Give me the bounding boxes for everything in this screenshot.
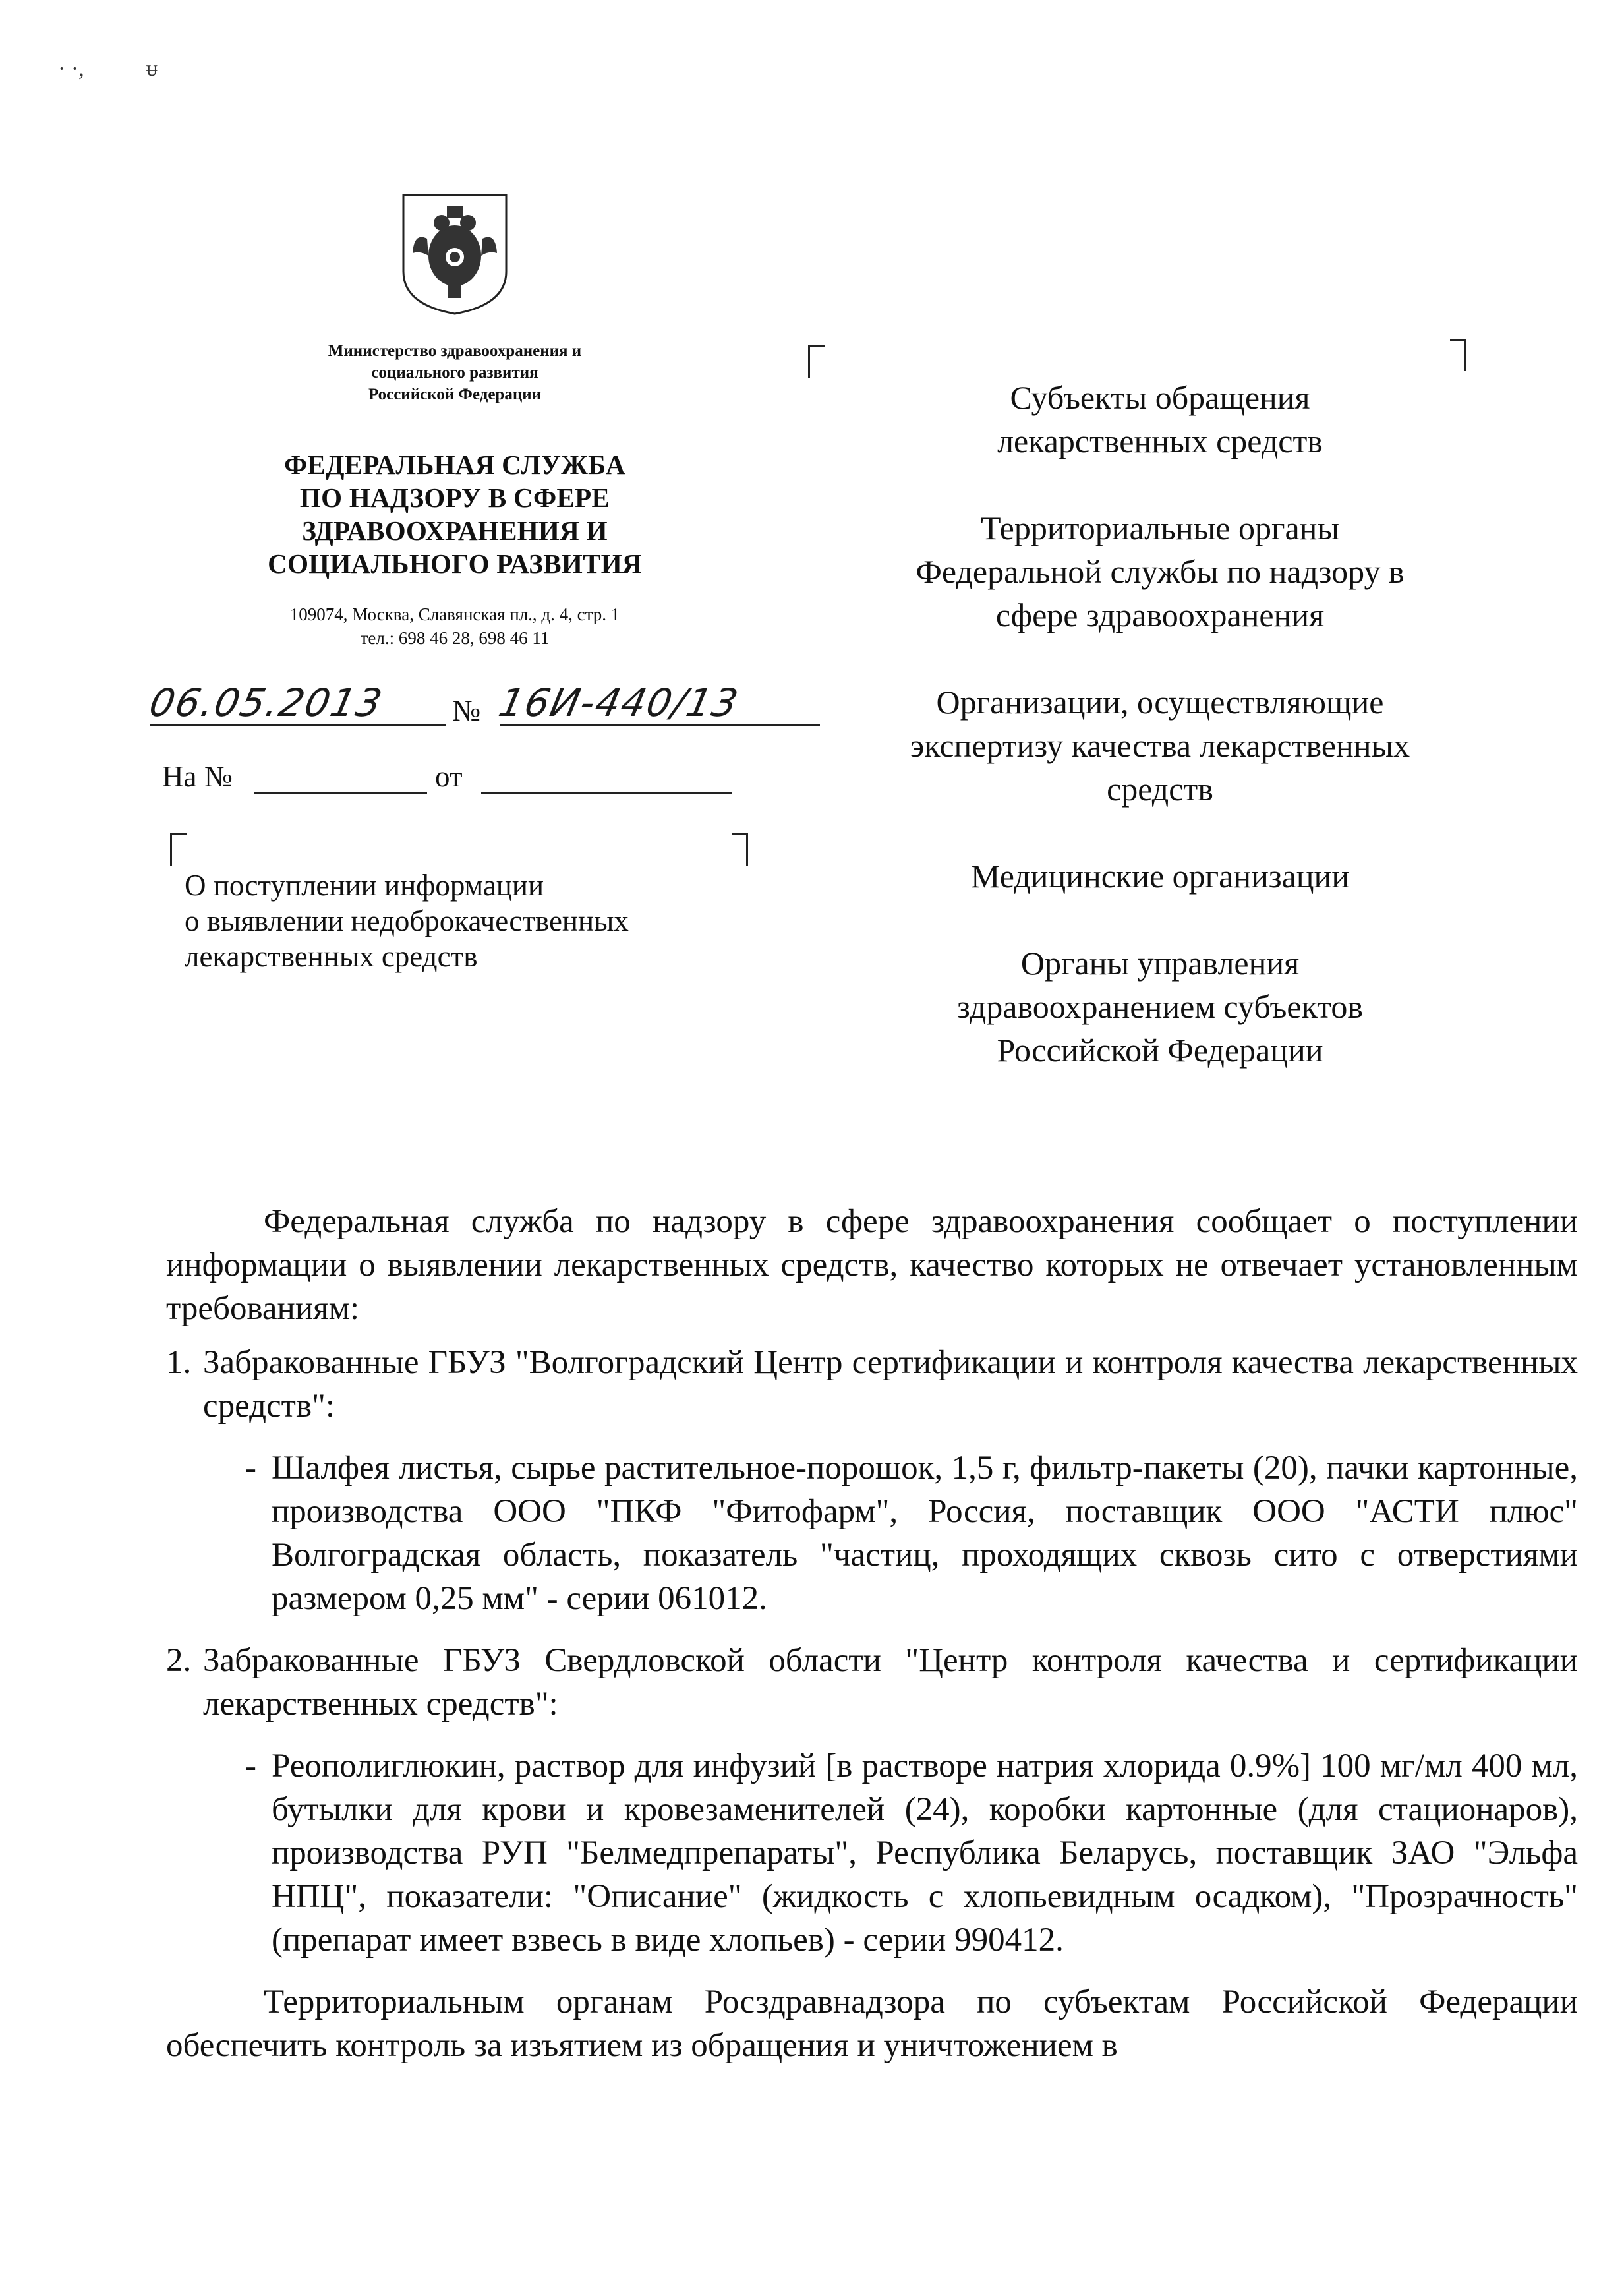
ministry-line: Российской Федерации [368, 386, 542, 403]
list-item [166, 1639, 1578, 1726]
recipient-line: Федеральной службы по надзору в [915, 553, 1405, 590]
recipient-line: средств [1107, 771, 1213, 808]
address-line: тел.: 698 46 28, 698 46 11 [360, 628, 550, 648]
list-subitem [166, 1744, 1578, 1962]
list-item-number: 2. [166, 1642, 192, 1679]
service-line: ПО НАДЗОРУ В СФЕРЕ [299, 483, 610, 513]
recipient-line: экспертизу качества лекарственных [910, 727, 1410, 764]
list-item-number: 1. [166, 1344, 192, 1381]
reference-date-blank [481, 792, 732, 794]
handwritten-date: 06.05.2013 [145, 680, 388, 725]
recipient-block [837, 376, 1483, 463]
subject-line: о выявлении недоброкачественных [185, 904, 629, 937]
recipients-list [837, 376, 1483, 1115]
handwritten-number: 16И-440/13 [494, 680, 743, 725]
recipient-line: Территориальные органы [980, 510, 1340, 546]
recipient-block [837, 941, 1483, 1072]
reference-number-blank [254, 792, 427, 794]
service-name [211, 448, 699, 580]
recipient-block [837, 506, 1483, 637]
subject-line: лекарственных средств [185, 940, 478, 973]
scan-specks: · ·, ᵾ [58, 57, 158, 81]
reference-from-label: от [435, 760, 463, 793]
ministry-line: Министерство здравоохранения и [328, 342, 582, 360]
ministry-line: социального развития [371, 364, 538, 382]
list-item-text: Забракованные ГБУЗ Свердловской области "Центр контроля качества и сертификации лекарственных средств": [203, 1642, 1578, 1722]
recipient-line: лекарственных средств [997, 423, 1323, 459]
dash-marker: - [245, 1748, 256, 1784]
ministry-name [264, 340, 646, 405]
reference-number-label: На № [162, 760, 233, 793]
list-item-text: Забракованные ГБУЗ "Волгоградский Центр сертификации и контроля качества лекарственных средств": [203, 1344, 1578, 1425]
subject-line: О поступлении информации [185, 869, 544, 902]
topic-bracket-left [170, 833, 187, 866]
address-line: 109074, Москва, Славянская пл., д. 4, стр. 1 [289, 604, 620, 624]
coat-of-arms-emblem [401, 192, 509, 316]
list-subitem-text: Реополиглюкин, раствор для инфузий [в растворе натрия хлорида 0.9%] 100 мг/мл 400 мл, бутылки для крови и кровезаменителей (24), коробки картонные (для стационаров), производства РУП "Белмедпрепараты", Республика Беларусь, поставщик ЗАО "Эльфа НПЦ", показатели: "Описание" (жидкость с хлопьевидным осадком), "Прозрачность" (препарат имеет взвесь в виде хлопьев) - серии 990412. [272, 1748, 1578, 1958]
recipient-line: Субъекты обращения [1010, 379, 1310, 416]
topic-bracket-right [732, 833, 748, 866]
recipient-line: здравоохранением субъектов [956, 988, 1364, 1025]
recipient-line: Медицинские организации [970, 858, 1350, 895]
list-item [166, 1341, 1578, 1428]
date-underline [150, 724, 446, 726]
number-underline [500, 724, 820, 726]
recipient-line: Организации, осуществляющие [936, 684, 1384, 721]
dash-marker: - [245, 1450, 256, 1487]
list-subitem [166, 1446, 1578, 1620]
service-line: СОЦИАЛЬНОГО РАЗВИТИЯ [268, 548, 642, 579]
intro-paragraph: Федеральная служба по надзору в сфере здравоохранения сообщает о поступлении информации о выявлении лекарственных средств, качество которых не отвечает установленным требованиям: [166, 1203, 1578, 1327]
service-line: ФЕДЕРАЛЬНАЯ СЛУЖБА [284, 450, 625, 480]
recipient-bracket-left [808, 345, 825, 378]
number-label: № [452, 694, 480, 727]
letter-subject [185, 868, 712, 974]
recipient-line: Органы управления [1020, 945, 1300, 982]
closing-paragraph: Территориальным органам Росздравнадзора по субъектам Российской Федерации обеспечить контроль за изъятием из обращения и уничтожением в [166, 1984, 1578, 2064]
recipient-block [837, 680, 1483, 811]
recipient-block [837, 854, 1483, 898]
recipient-line: сфере здравоохранения [995, 597, 1325, 633]
list-subitem-text: Шалфея листья, сырье растительное-порошок, 1,5 г, фильтр-пакеты (20), пачки картонные, производства ООО "ПКФ "Фитофарм", Россия, поставщик ООО "АСТИ плюс" Волгоградская область, показатель "частиц, проходящих сквозь сито с отверстиями размером 0,25 мм" - серии 061012. [272, 1450, 1578, 1617]
service-line: ЗДРАВООХРАНЕНИЯ И [302, 515, 608, 546]
recipient-bracket-right [1450, 339, 1466, 371]
letter-body [166, 1200, 1578, 2067]
service-address [198, 603, 712, 650]
recipient-line: Российской Федерации [997, 1032, 1323, 1069]
